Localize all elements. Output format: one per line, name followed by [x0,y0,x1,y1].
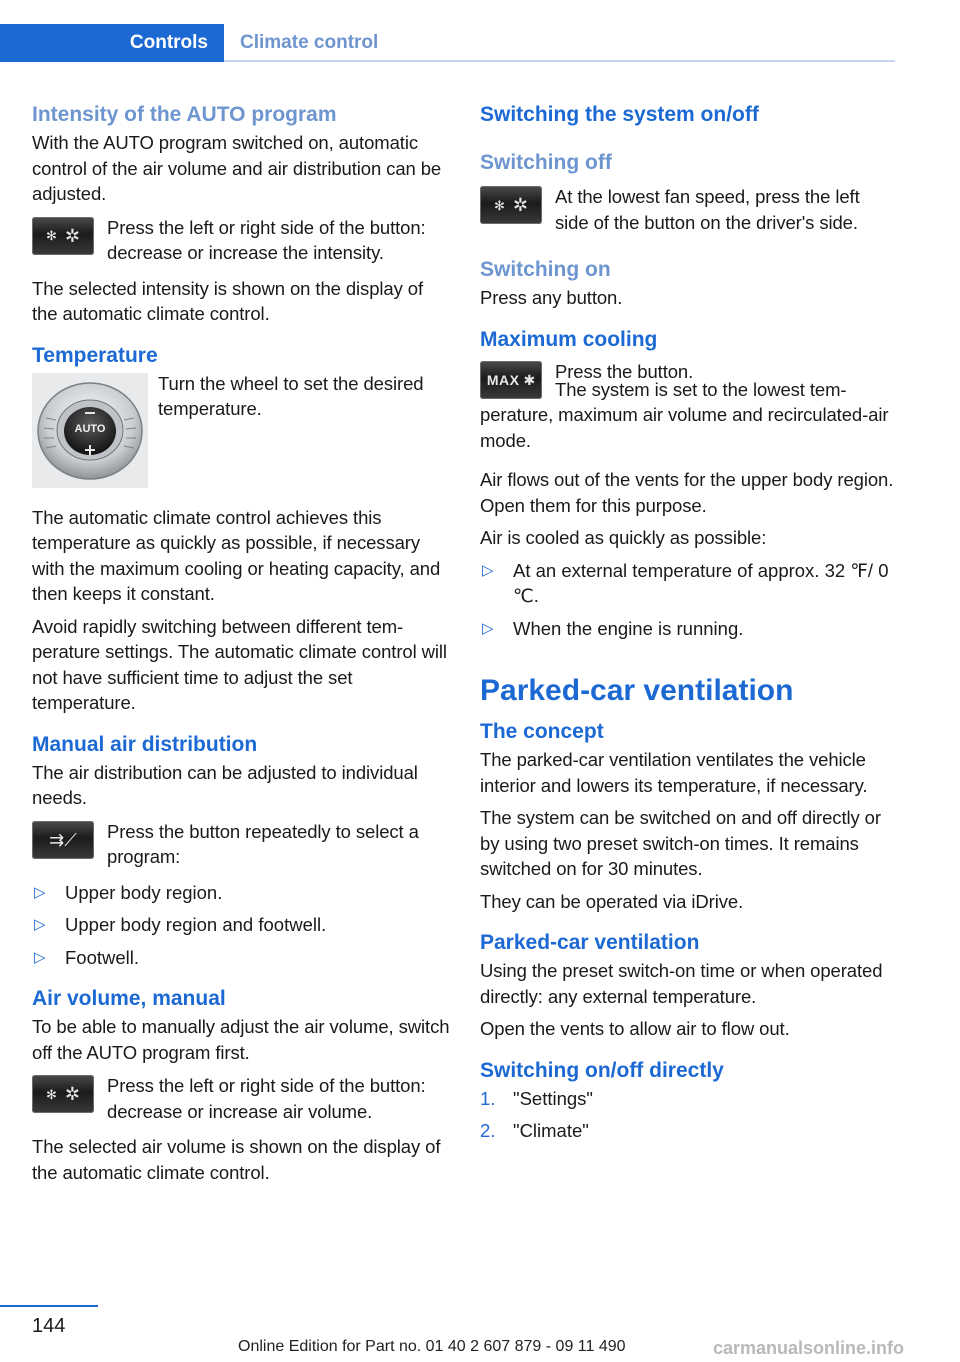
air-distribution-figure [32,819,450,870]
temperature-paragraph-1: The automatic climate control achieves this temperature as quickly as possible, if necessary with the maximum cooling or heating capacity, and then keeps it constant. [32,506,441,604]
fan-large-icon: ✲ [64,1084,80,1104]
step-text: "Settings" [513,1087,593,1109]
concept-heading: The concept [480,720,604,743]
header-divider [224,60,895,62]
concept-paragraph-3: They can be operated via iDrive. [480,890,744,912]
air-volume-button-text: Press the left or right side of the button: decrease or increase air volume. [107,1075,426,1122]
max-cooling-section [480,325,898,642]
max-cooling-heading: Maximum cooling [480,327,658,351]
switching-heading: Switching the system on/off [480,103,759,126]
footer-edition: Online Edition for Part no. 01 40 2 607 879 - 09 11 490 [238,1338,626,1355]
auto-intensity-section [32,100,450,327]
air-volume-figure [32,1073,450,1124]
footer-divider [0,1305,98,1307]
air-volume-heading: Air volume, manual [32,987,226,1010]
triangle-right-icon: ▷ [34,948,46,966]
max-cooling-press-text: Press the button. [555,360,694,382]
concept-paragraph-1: The parked-car ventilation ventilates the vehicle interior and lowers its temperature, if necessary. [480,749,868,796]
list-item [480,1118,898,1144]
switch-directly-heading: Switching on/off directly [480,1058,724,1082]
fan-large-icon: ✲ [64,225,80,246]
max-label: MAX [486,371,520,388]
air-distribution-icon: ⇉⟋ [49,829,77,850]
temperature-figure [32,371,450,495]
list-item [32,880,450,906]
dial-auto-label: AUTO [74,422,106,435]
auto-intensity-heading: Intensity of the AUTO program [32,103,337,126]
right-column [480,100,898,1151]
parked-car-paragraph-2: Open the vents to allow air to flow out. [480,1018,790,1039]
air-volume-display-text: The selected air volume is shown on the display of the automatic climate control. [32,1136,441,1183]
max-cooling-list [480,558,898,642]
list-item [32,912,450,938]
fan-speed-button-image [480,186,542,224]
fan-speed-button-image [32,217,94,255]
step-text: "Climate" [513,1120,589,1141]
list-item-text: When the engine is running. [513,617,744,639]
max-cooling-button-image [480,361,542,399]
temperature-heading: Temperature [32,343,158,367]
air-volume-section [32,984,450,1185]
switching-on-heading: Switching on [480,258,611,281]
list-item [32,945,450,971]
parked-car-section [480,671,898,1144]
page-header [0,24,895,62]
auto-intensity-button-text: Press the left or right side of the button: decrease or increase the intensity. [107,216,426,263]
triangle-right-icon: ▷ [34,883,46,901]
parked-car-heading: Parked-car ventilation [480,674,794,707]
list-item-text: Upper body region and footwell. [65,914,327,935]
list-item [480,1086,898,1112]
max-cooling-paragraph-1: Air flows out of the vents for the upper body region. Open them for this purpose. [480,469,894,516]
page-number: 144 [32,1315,66,1337]
concept-paragraph-2: The system can be switched on and off directly or by using two preset switch-on times. It remains switched on for 30 minutes. [480,807,881,879]
snowflake-icon: ✱ [523,371,536,388]
triangle-right-icon: ▷ [482,619,494,637]
switching-off-text: At the lowest fan speed, press the left side of the button on the driver's side. [555,186,860,233]
left-column [32,100,450,1192]
fan-small-icon: ✻ [46,1086,57,1102]
temperature-paragraph-2: Avoid rapidly switching between different temperature settings. The automatic climate control will not have sufficient time to adjust the set temperature. [32,615,447,713]
air-distribution-paragraph: The air distribution can be adjusted to individual needs. [32,761,418,808]
switching-off-heading: Switching off [480,151,612,174]
list-item-text: Upper body region. [65,881,223,903]
list-item [480,616,898,642]
air-distribution-section [32,730,450,971]
switching-off-figure [480,184,898,235]
air-distribution-list [32,880,450,971]
auto-intensity-paragraph: With the AUTO program switched on, automatic control of the air volume and air distribution can be adjusted. [32,132,442,204]
air-distribution-button-text: Press the button repeatedly to select a program: [107,820,419,867]
step-number: 1. [480,1087,496,1109]
temperature-dial-image [32,373,148,488]
fan-small-icon: ✻ [494,197,505,213]
auto-intensity-figure [32,215,450,266]
max-cooling-result-paragraph: The system is set to the lowest temperature, maximum air volume and recirculated-air mode. [480,378,889,451]
switch-directly-steps [480,1086,898,1144]
fan-small-icon: ✻ [46,228,57,243]
watermark: carmanualsonline.info [712,1338,904,1358]
temperature-section [32,341,450,716]
switching-section [480,100,898,311]
fan-speed-button-image [32,1075,94,1113]
list-item [480,558,898,609]
switching-on-text: Press any button. [480,287,623,308]
list-item-text: At an external temperature of approx. 32 ℉/ 0 ℃. [513,559,889,606]
air-distribution-button-image [32,821,94,859]
parked-car-sub-heading: Parked-car ventilation [480,931,700,954]
triangle-right-icon: ▷ [482,561,494,579]
header-section-tab: Controls [0,24,224,62]
max-cooling-figure [480,359,898,409]
step-number: 2. [480,1120,496,1141]
temperature-dial-text: Turn the wheel to set the desired temperature. [158,372,424,419]
triangle-right-icon: ▷ [34,916,46,933]
auto-intensity-display-text: The selected intensity is shown on the display of the automatic climate control. [32,277,424,324]
air-distribution-heading: Manual air distribution [32,732,258,756]
max-cooling-paragraph-2: Air is cooled as quickly as possible: [480,527,767,548]
parked-car-paragraph-1: Using the preset switch-on time or when operated directly: any external temperature. [480,960,883,1007]
fan-large-icon: ✲ [512,195,528,215]
air-volume-paragraph: To be able to manually adjust the air volume, switch off the AUTO program first. [32,1016,450,1063]
list-item-text: Footwell. [65,946,140,968]
header-subsection-tab: Climate control [240,32,379,53]
